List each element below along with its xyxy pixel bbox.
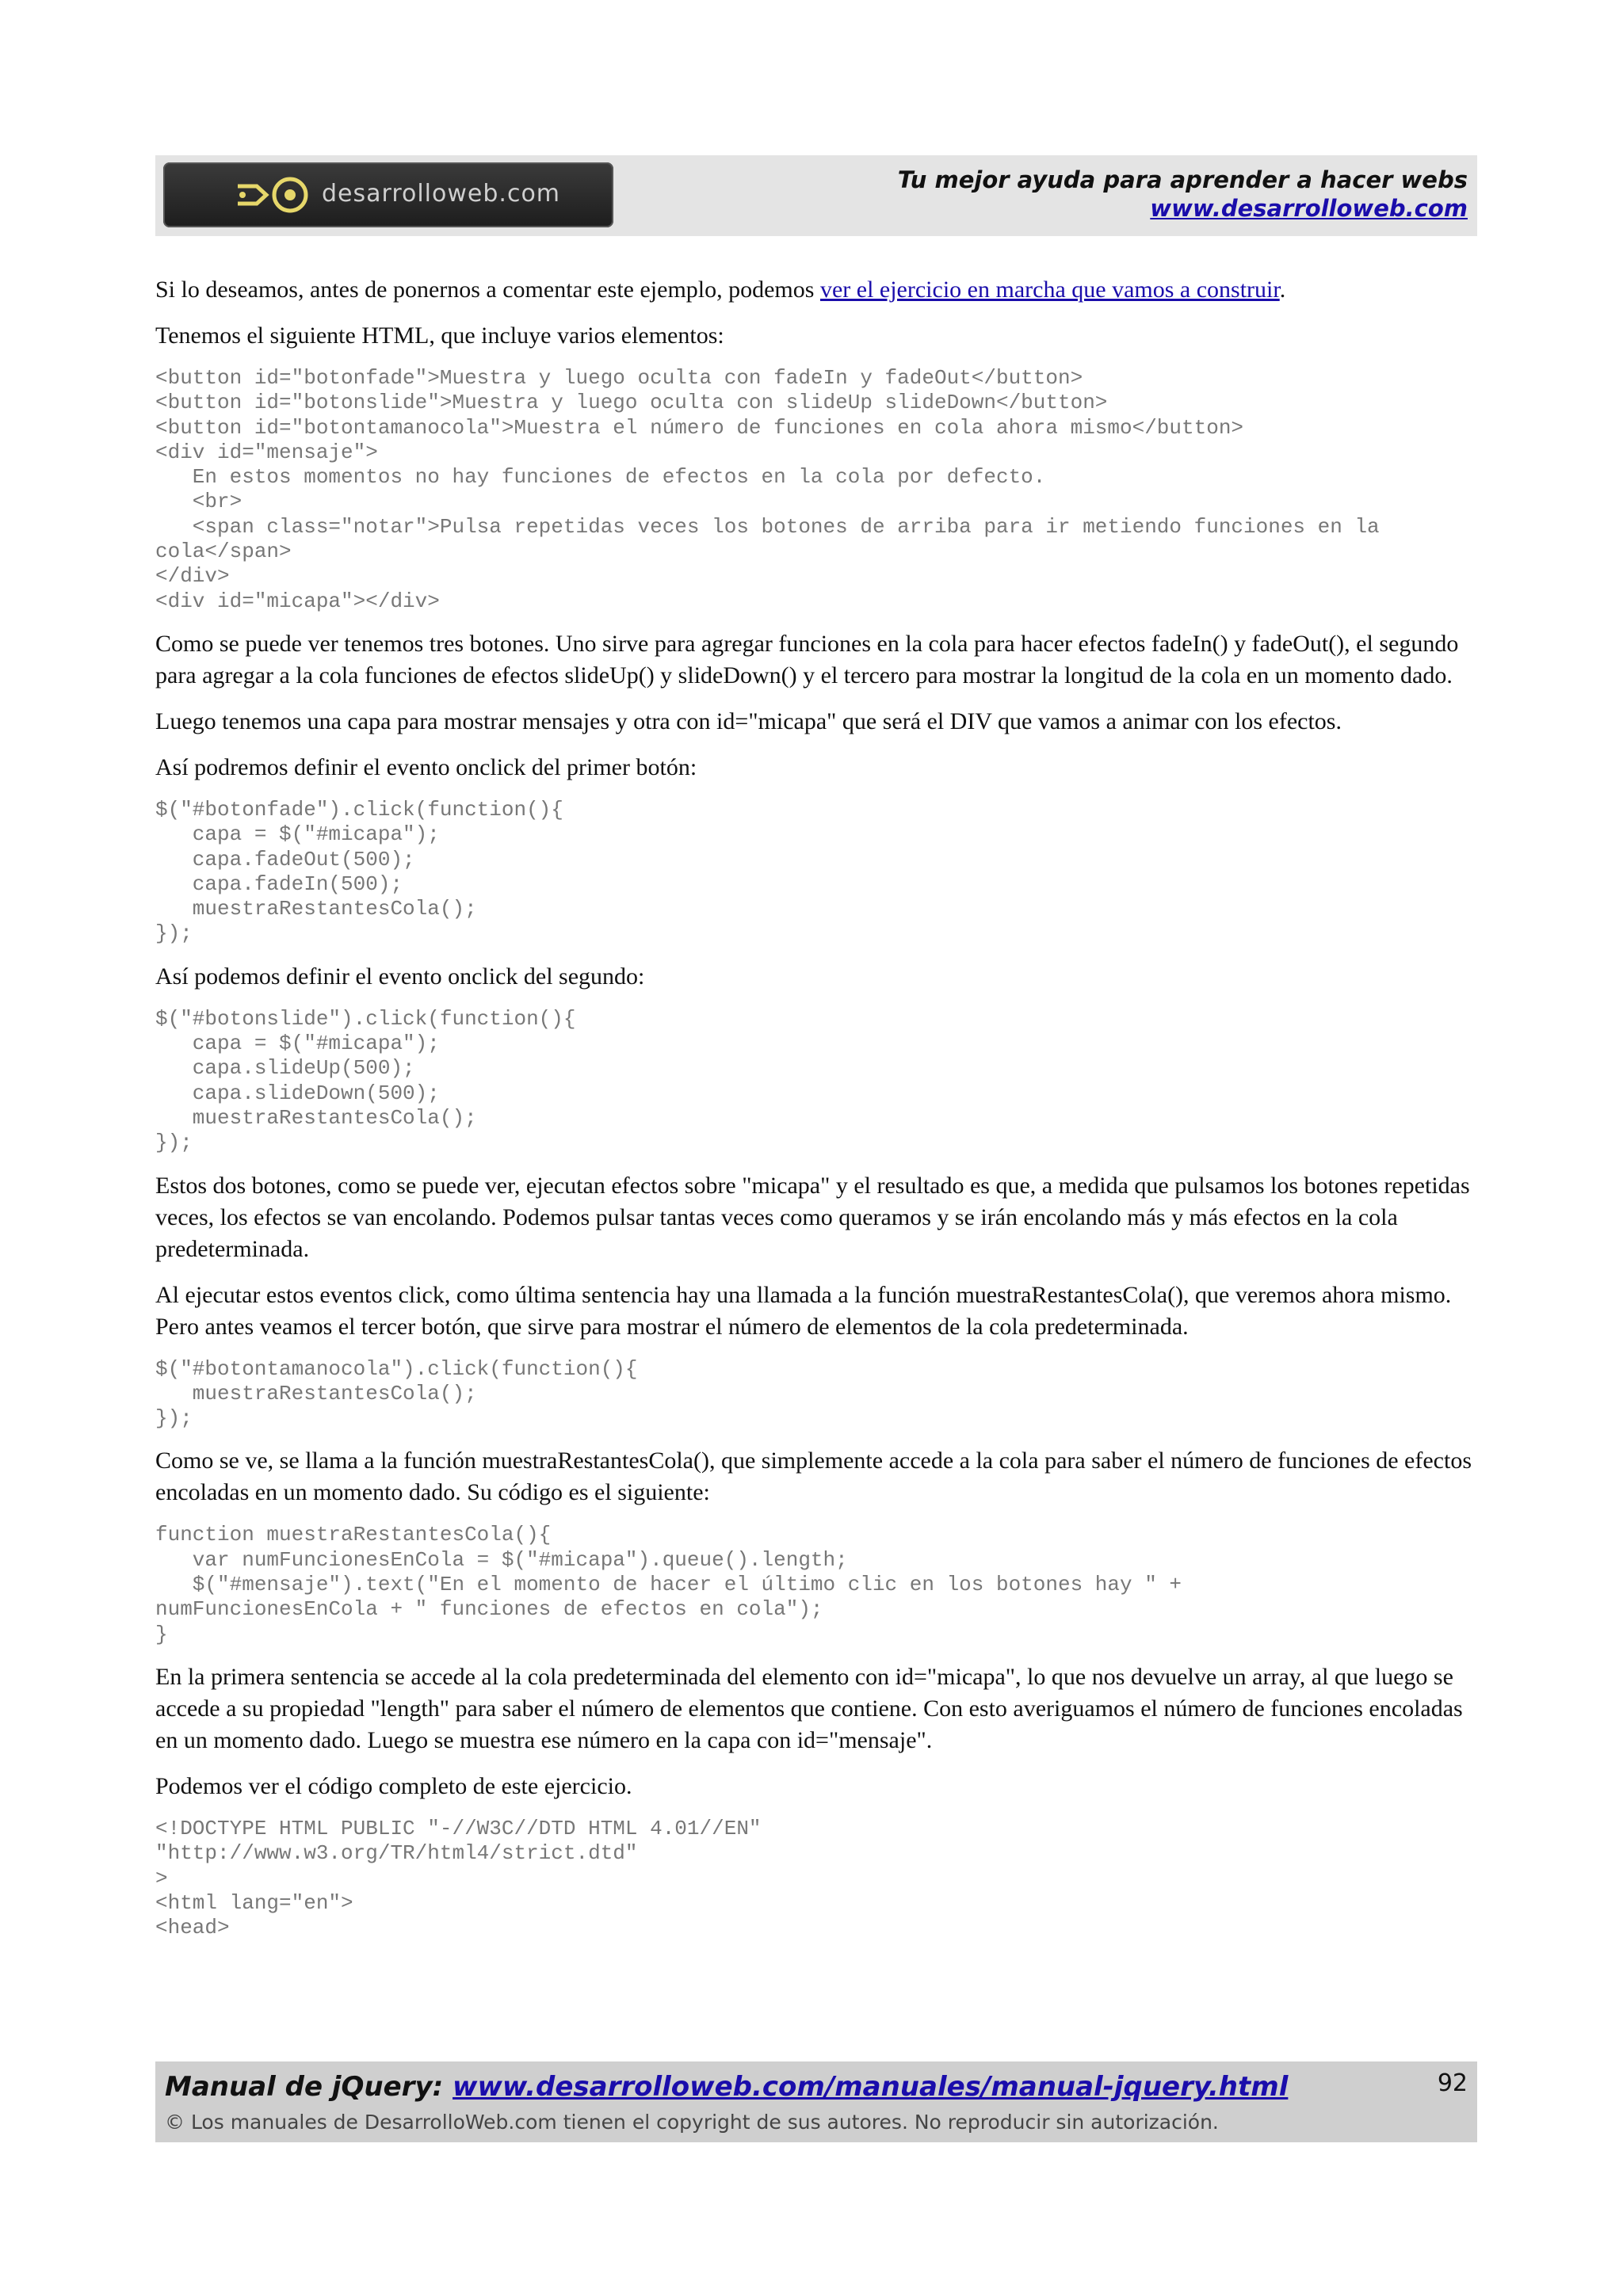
footer-manual-title: Manual de jQuery: www.desarrolloweb.com/manuales/manual-jquery.html xyxy=(165,2071,1289,2103)
paragraph: Al ejecutar estos eventos click, como última sentencia hay una llamada a la función muestraRestantesCola(), que veremos ahora mismo. Pero antes veamos el tercer botón, que sirve para mostrar el número de elementos de la cola predeterminada. xyxy=(155,1281,1452,1340)
page-header xyxy=(155,155,1477,236)
code-block-fade: $("#botonfade").click(function(){ capa = $("#micapa"); capa.fadeOut(500); capa.fadeIn(500); muestraRestantesCola(); }); xyxy=(155,797,563,946)
paragraph: Podemos ver el código completo de este ejercicio. xyxy=(155,1772,632,1799)
header-tagline: Tu mejor ayuda para aprender a hacer webs xyxy=(897,166,1468,193)
page-number: 92 xyxy=(1437,2069,1468,2097)
paragraph: Tenemos el siguiente HTML, que incluye varios elementos: xyxy=(155,322,724,349)
logo-mark-icon xyxy=(236,175,315,215)
paragraph: Así podemos definir el evento onclick del segundo: xyxy=(155,963,645,990)
paragraph: Luego tenemos una capa para mostrar mensajes y otra con id="micapa" que será el DIV que vamos a animar con los efectos. xyxy=(155,707,1342,734)
paragraph: Como se ve, se llama a la función muestraRestantesCola(), que simplemente accede a la cola para saber el número de funciones de efectos encoladas en un momento dado. Su código es el siguiente: xyxy=(155,1447,1472,1506)
code-block-function: function muestraRestantesCola(){ var numFuncionesEnCola = $("#micapa").queue().length; $("#mensaje").text("En el momento de hacer el último clic en los botones hay " + numFuncionesEnCola + " funciones de efectos en cola"); } xyxy=(155,1523,1182,1646)
paragraph: En la primera sentencia se accede al la cola predeterminada del elemento con id="micapa", lo que nos devuelve un array, al que luego se accede a su propiedad "length" para saber el número de elementos que contiene. Con esto averiguamos el número de funciones encoladas en un momento dado. Luego se muestra ese número en la capa con id="mensaje". xyxy=(155,1663,1463,1753)
logo-text: desarrolloweb.com xyxy=(322,180,561,208)
paragraph: Así podremos definir el evento onclick del primer botón: xyxy=(155,753,697,780)
paragraph: Estos dos botones, como se puede ver, ejecutan efectos sobre "micapa" y el resultado es que, a medida que pulsamos los botones repetidas veces, los efectos se van encolando. Podemos pulsar tantas veces como queramos y se irán encolando más y más efectos en la cola predeterminada. xyxy=(155,1172,1470,1262)
page-footer xyxy=(155,2061,1477,2142)
exercise-demo-link[interactable]: ver el ejercicio en marcha que vamos a construir xyxy=(819,277,1280,303)
copyright-notice: © Los manuales de DesarrolloWeb.com tienen el copyright de sus autores. No reproducir sin autorización. xyxy=(165,2111,1219,2134)
manual-link[interactable]: www.desarrolloweb.com/manuales/manual-jquery.html xyxy=(453,2071,1289,2103)
paragraph: Como se puede ver tenemos tres botones. Uno sirve para agregar funciones en la cola para hacer efectos fadeIn() y fadeOut(), el segundo para agregar a la cola funciones de efectos slideUp() y slideDown() y el tercero para mostrar la longitud de la cola en un momento dado. xyxy=(155,630,1459,688)
site-logo[interactable] xyxy=(163,162,613,227)
main-content xyxy=(155,274,1477,1940)
header-site-link[interactable]: www.desarrolloweb.com xyxy=(1150,195,1468,222)
code-block-slide: $("#botonslide").click(function(){ capa = $("#micapa"); capa.slideUp(500); capa.slideDown(500); muestraRestantesCola(); }); xyxy=(155,1006,576,1155)
code-block-queue-button: $("#botontamanocola").click(function(){ muestraRestantesCola(); }); xyxy=(155,1356,638,1431)
paragraph-intro: Si lo deseamos, antes de ponernos a comentar este ejemplo, podemos ver el ejercicio en marcha que vamos a construir. xyxy=(155,277,1286,303)
code-block-doctype: <!DOCTYPE HTML PUBLIC "-//W3C//DTD HTML 4.01//EN" "http://www.w3.org/TR/html4/strict.dtd" > <html lang="en"> <head> xyxy=(155,1816,762,1940)
code-block-html: <button id="botonfade">Muestra y luego oculta con fadeIn y fadeOut</button> <button id="botonslide">Muestra y luego oculta con slideUp slideDown</button> <button id="botontamanocola">Muestra el número de funciones en cola ahora mismo</button> <div id="mensaje"> En estos momentos no hay funciones de efectos en la cola por defecto. <br> <span class="notar">Pulsa repetidas veces los botones de arriba para ir metiendo funciones en la cola</span> </div> <div id="micapa"></div> xyxy=(155,366,1380,613)
